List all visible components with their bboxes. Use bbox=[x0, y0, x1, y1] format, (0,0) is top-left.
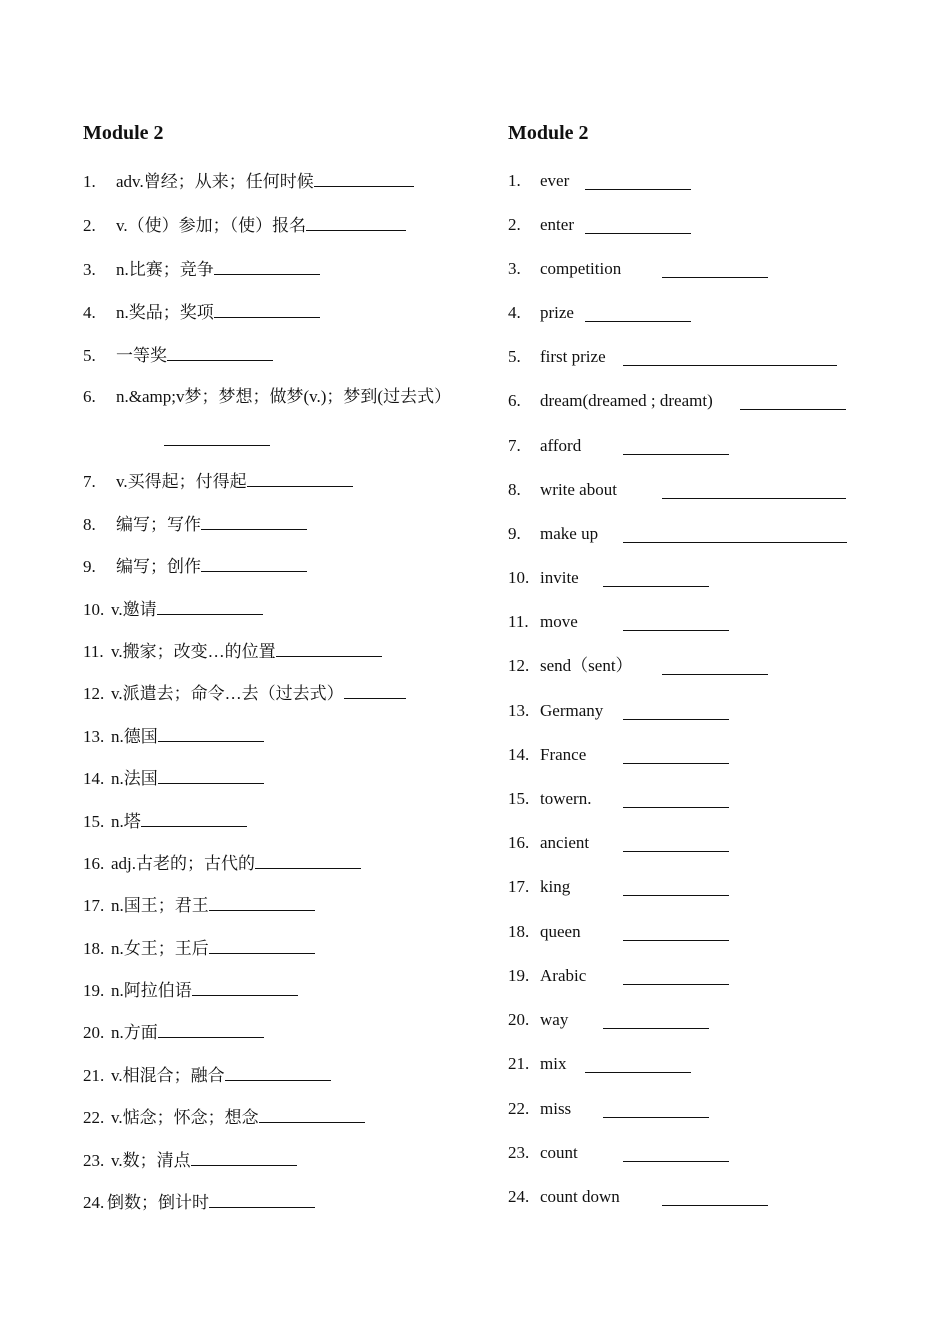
answer-blank[interactable] bbox=[585, 1056, 691, 1073]
answer-blank[interactable] bbox=[167, 344, 273, 361]
answer-blank[interactable] bbox=[306, 214, 406, 231]
left-item-term: n.方面 bbox=[111, 1023, 158, 1042]
left-item-18 bbox=[83, 937, 315, 960]
left-item-number: 20. bbox=[83, 1023, 105, 1042]
left-item-5 bbox=[83, 344, 273, 367]
left-item-15 bbox=[83, 810, 247, 833]
answer-blank[interactable] bbox=[214, 258, 320, 275]
left-heading: Module 2 bbox=[83, 122, 164, 144]
left-item-term: v.（使）参加；（使）报名 bbox=[116, 216, 307, 235]
right-item-number: 6. bbox=[508, 391, 521, 410]
left-item-11 bbox=[83, 640, 382, 663]
right-item-24 bbox=[508, 1186, 620, 1208]
right-item-number: 24. bbox=[508, 1187, 530, 1206]
answer-blank[interactable] bbox=[214, 301, 320, 318]
left-item-number: 6. bbox=[83, 387, 96, 406]
left-item-number: 2. bbox=[83, 216, 96, 235]
answer-blank[interactable] bbox=[209, 1191, 315, 1208]
right-item-term: afford bbox=[540, 436, 582, 455]
right-item-term: Arabic bbox=[540, 966, 587, 985]
answer-blank[interactable] bbox=[158, 1021, 264, 1038]
answer-blank[interactable] bbox=[209, 937, 315, 954]
right-item-term: first prize bbox=[540, 347, 606, 366]
left-item-term: 一等奖 bbox=[116, 346, 167, 365]
left-item-number: 21. bbox=[83, 1066, 105, 1085]
left-item-4 bbox=[83, 301, 320, 324]
left-item-term: v.惦念；怀念；想念 bbox=[111, 1108, 259, 1127]
left-item-16 bbox=[83, 852, 361, 875]
right-item-22 bbox=[508, 1098, 571, 1120]
left-item-term: v.买得起；付得起 bbox=[116, 472, 247, 491]
left-item-term: v.派遣去；命令…去（过去式） bbox=[111, 684, 344, 703]
right-item-number: 2. bbox=[508, 215, 521, 234]
right-item-term: make up bbox=[540, 524, 599, 543]
left-item-number: 5. bbox=[83, 346, 96, 365]
right-item-term: send（sent） bbox=[540, 656, 633, 675]
right-item-term: Germany bbox=[540, 701, 604, 720]
answer-blank[interactable] bbox=[623, 968, 729, 985]
answer-blank[interactable] bbox=[225, 1064, 331, 1081]
right-item-term: dream(dreamed ; dreamt) bbox=[540, 391, 713, 410]
left-item-6 bbox=[83, 386, 451, 408]
right-item-number: 12. bbox=[508, 656, 530, 675]
left-item-20 bbox=[83, 1021, 264, 1044]
answer-blank[interactable] bbox=[201, 513, 307, 530]
right-item-9 bbox=[508, 523, 598, 545]
right-item-number: 9. bbox=[508, 524, 521, 543]
answer-blank[interactable] bbox=[662, 261, 768, 278]
answer-blank[interactable] bbox=[623, 703, 729, 720]
right-item-number: 17. bbox=[508, 877, 530, 896]
right-item-term: write about bbox=[540, 480, 617, 499]
left-item-number: 19. bbox=[83, 981, 105, 1000]
answer-blank[interactable] bbox=[623, 526, 847, 543]
left-item-term: v.相混合；融合 bbox=[111, 1066, 225, 1085]
answer-blank[interactable] bbox=[603, 570, 709, 587]
right-item-number: 1. bbox=[508, 171, 521, 190]
right-item-19 bbox=[508, 965, 586, 987]
answer-blank[interactable] bbox=[209, 894, 315, 911]
right-item-13 bbox=[508, 700, 603, 722]
left-item-term: v.搬家；改变…的位置 bbox=[111, 642, 276, 661]
answer-blank[interactable] bbox=[623, 747, 729, 764]
answer-blank[interactable] bbox=[623, 924, 729, 941]
answer-blank[interactable] bbox=[164, 429, 270, 446]
answer-blank[interactable] bbox=[344, 682, 406, 699]
right-item-5 bbox=[508, 346, 606, 368]
left-item-term: v.数；清点 bbox=[111, 1151, 191, 1170]
right-item-number: 7. bbox=[508, 436, 521, 455]
left-item-number: 3. bbox=[83, 260, 96, 279]
left-item-number: 1. bbox=[83, 172, 96, 191]
answer-blank[interactable] bbox=[276, 640, 382, 657]
right-item-10 bbox=[508, 567, 579, 589]
right-item-term: enter bbox=[540, 215, 574, 234]
answer-blank[interactable] bbox=[158, 725, 264, 742]
right-item-term: mix bbox=[540, 1054, 567, 1073]
left-item-term: v.邀请 bbox=[111, 600, 157, 619]
answer-blank[interactable] bbox=[662, 1189, 768, 1206]
answer-blank[interactable] bbox=[603, 1101, 709, 1118]
left-item-number: 7. bbox=[83, 472, 96, 491]
right-item-number: 16. bbox=[508, 833, 530, 852]
right-item-number: 23. bbox=[508, 1143, 530, 1162]
left-item-22 bbox=[83, 1106, 365, 1129]
answer-blank[interactable] bbox=[662, 658, 768, 675]
left-item-number: 22. bbox=[83, 1108, 105, 1127]
left-item-10 bbox=[83, 598, 263, 621]
answer-blank[interactable] bbox=[585, 173, 691, 190]
right-item-2 bbox=[508, 214, 574, 236]
answer-blank[interactable] bbox=[623, 791, 729, 808]
right-item-18 bbox=[508, 921, 581, 943]
left-item-14 bbox=[83, 767, 264, 790]
right-item-1 bbox=[508, 170, 569, 192]
right-item-number: 14. bbox=[508, 745, 530, 764]
answer-blank[interactable] bbox=[255, 852, 361, 869]
right-item-term: towern. bbox=[540, 789, 592, 808]
left-item-number: 8. bbox=[83, 515, 96, 534]
right-item-7 bbox=[508, 435, 581, 457]
left-item-term: 编写；创作 bbox=[116, 557, 201, 576]
left-item-number: 16. bbox=[83, 854, 105, 873]
right-item-term: ancient bbox=[540, 833, 590, 852]
left-item-17 bbox=[83, 894, 315, 917]
answer-blank[interactable] bbox=[603, 1012, 709, 1029]
right-item-23 bbox=[508, 1142, 578, 1164]
left-item-9 bbox=[83, 555, 307, 578]
left-item-term: n.德国 bbox=[111, 727, 158, 746]
left-item-12 bbox=[83, 682, 406, 705]
right-item-8 bbox=[508, 479, 617, 501]
left-item-13 bbox=[83, 725, 264, 748]
right-item-term: competition bbox=[540, 259, 622, 278]
left-item-number: 12. bbox=[83, 684, 105, 703]
right-item-term: move bbox=[540, 612, 578, 631]
left-item-term: adj.古老的；古代的 bbox=[111, 854, 256, 873]
left-item-number: 24. bbox=[83, 1193, 105, 1212]
right-item-term: France bbox=[540, 745, 587, 764]
answer-blank[interactable] bbox=[201, 555, 307, 572]
right-item-term: prize bbox=[540, 303, 574, 322]
right-item-number: 22. bbox=[508, 1099, 530, 1118]
left-item-term: n.法国 bbox=[111, 769, 158, 788]
left-item-term: n.阿拉伯语 bbox=[111, 981, 192, 1000]
right-item-term: invite bbox=[540, 568, 579, 587]
right-item-term: count down bbox=[540, 1187, 620, 1206]
left-item-21 bbox=[83, 1064, 331, 1087]
left-item-24 bbox=[83, 1191, 315, 1214]
right-item-3 bbox=[508, 258, 621, 280]
right-item-15 bbox=[508, 788, 591, 810]
answer-blank[interactable] bbox=[623, 349, 837, 366]
answer-blank[interactable] bbox=[192, 979, 298, 996]
right-item-11 bbox=[508, 611, 578, 633]
left-item-term: n.奖品；奖项 bbox=[116, 303, 214, 322]
left-item-term: 编写；写作 bbox=[116, 515, 201, 534]
right-item-term: ever bbox=[540, 171, 570, 190]
right-item-number: 3. bbox=[508, 259, 521, 278]
answer-blank[interactable] bbox=[141, 810, 247, 827]
right-item-term: miss bbox=[540, 1099, 572, 1118]
left-item-term: n.女王；王后 bbox=[111, 939, 209, 958]
answer-blank[interactable] bbox=[623, 835, 729, 852]
left-item-3 bbox=[83, 258, 320, 281]
right-item-number: 13. bbox=[508, 701, 530, 720]
answer-blank[interactable] bbox=[585, 305, 691, 322]
right-item-number: 4. bbox=[508, 303, 521, 322]
left-item-2 bbox=[83, 214, 406, 237]
answer-blank[interactable] bbox=[662, 482, 846, 499]
answer-blank[interactable] bbox=[314, 170, 414, 187]
right-item-term: king bbox=[540, 877, 571, 896]
left-item-number: 10. bbox=[83, 600, 105, 619]
left-item-number: 11. bbox=[83, 642, 104, 661]
right-item-number: 5. bbox=[508, 347, 521, 366]
left-item-number: 13. bbox=[83, 727, 105, 746]
answer-blank[interactable] bbox=[259, 1106, 365, 1123]
answer-blank[interactable] bbox=[157, 598, 263, 615]
right-item-term: queen bbox=[540, 922, 581, 941]
left-item-number: 23. bbox=[83, 1151, 105, 1170]
left-item-term: n.比赛；竞争 bbox=[116, 260, 214, 279]
right-item-20 bbox=[508, 1009, 568, 1031]
left-item-term: n.国王；君王 bbox=[111, 896, 209, 915]
right-heading: Module 2 bbox=[508, 122, 589, 144]
right-item-14 bbox=[508, 744, 586, 766]
right-item-number: 20. bbox=[508, 1010, 530, 1029]
left-item-number: 15. bbox=[83, 812, 105, 831]
left-item-term: 倒数；倒计时 bbox=[107, 1193, 209, 1212]
right-item-12 bbox=[508, 655, 633, 677]
right-item-number: 8. bbox=[508, 480, 521, 499]
right-item-21 bbox=[508, 1053, 566, 1075]
right-item-number: 11. bbox=[508, 612, 529, 631]
left-item-term: n.&amp;v梦；梦想；做梦(v.)；梦到(过去式） bbox=[116, 387, 452, 406]
left-item-number: 18. bbox=[83, 939, 105, 958]
answer-blank[interactable] bbox=[740, 393, 846, 410]
right-item-term: count bbox=[540, 1143, 578, 1162]
right-item-number: 15. bbox=[508, 789, 530, 808]
answer-blank[interactable] bbox=[158, 767, 264, 784]
left-item-number: 17. bbox=[83, 896, 105, 915]
answer-blank[interactable] bbox=[585, 217, 691, 234]
left-item-term: adv.曾经；从来；任何时候 bbox=[116, 172, 314, 191]
left-item-7 bbox=[83, 470, 353, 493]
right-item-number: 21. bbox=[508, 1054, 530, 1073]
left-item-8 bbox=[83, 513, 307, 536]
right-item-6 bbox=[508, 390, 713, 412]
right-item-number: 10. bbox=[508, 568, 530, 587]
answer-blank[interactable] bbox=[191, 1149, 297, 1166]
right-item-4 bbox=[508, 302, 574, 324]
right-item-16 bbox=[508, 832, 589, 854]
left-item-23 bbox=[83, 1149, 297, 1172]
answer-blank[interactable] bbox=[623, 879, 729, 896]
right-item-number: 19. bbox=[508, 966, 530, 985]
answer-blank[interactable] bbox=[623, 1145, 729, 1162]
left-item-19 bbox=[83, 979, 298, 1002]
left-item-term: n.塔 bbox=[111, 812, 141, 831]
left-item-number: 14. bbox=[83, 769, 105, 788]
answer-blank[interactable] bbox=[623, 438, 729, 455]
left-item-number: 4. bbox=[83, 303, 96, 322]
answer-blank[interactable] bbox=[623, 614, 729, 631]
left-item-number: 9. bbox=[83, 557, 96, 576]
right-item-term: way bbox=[540, 1010, 569, 1029]
right-item-17 bbox=[508, 876, 570, 898]
right-item-number: 18. bbox=[508, 922, 530, 941]
left-item-1 bbox=[83, 170, 414, 193]
answer-blank[interactable] bbox=[247, 470, 353, 487]
